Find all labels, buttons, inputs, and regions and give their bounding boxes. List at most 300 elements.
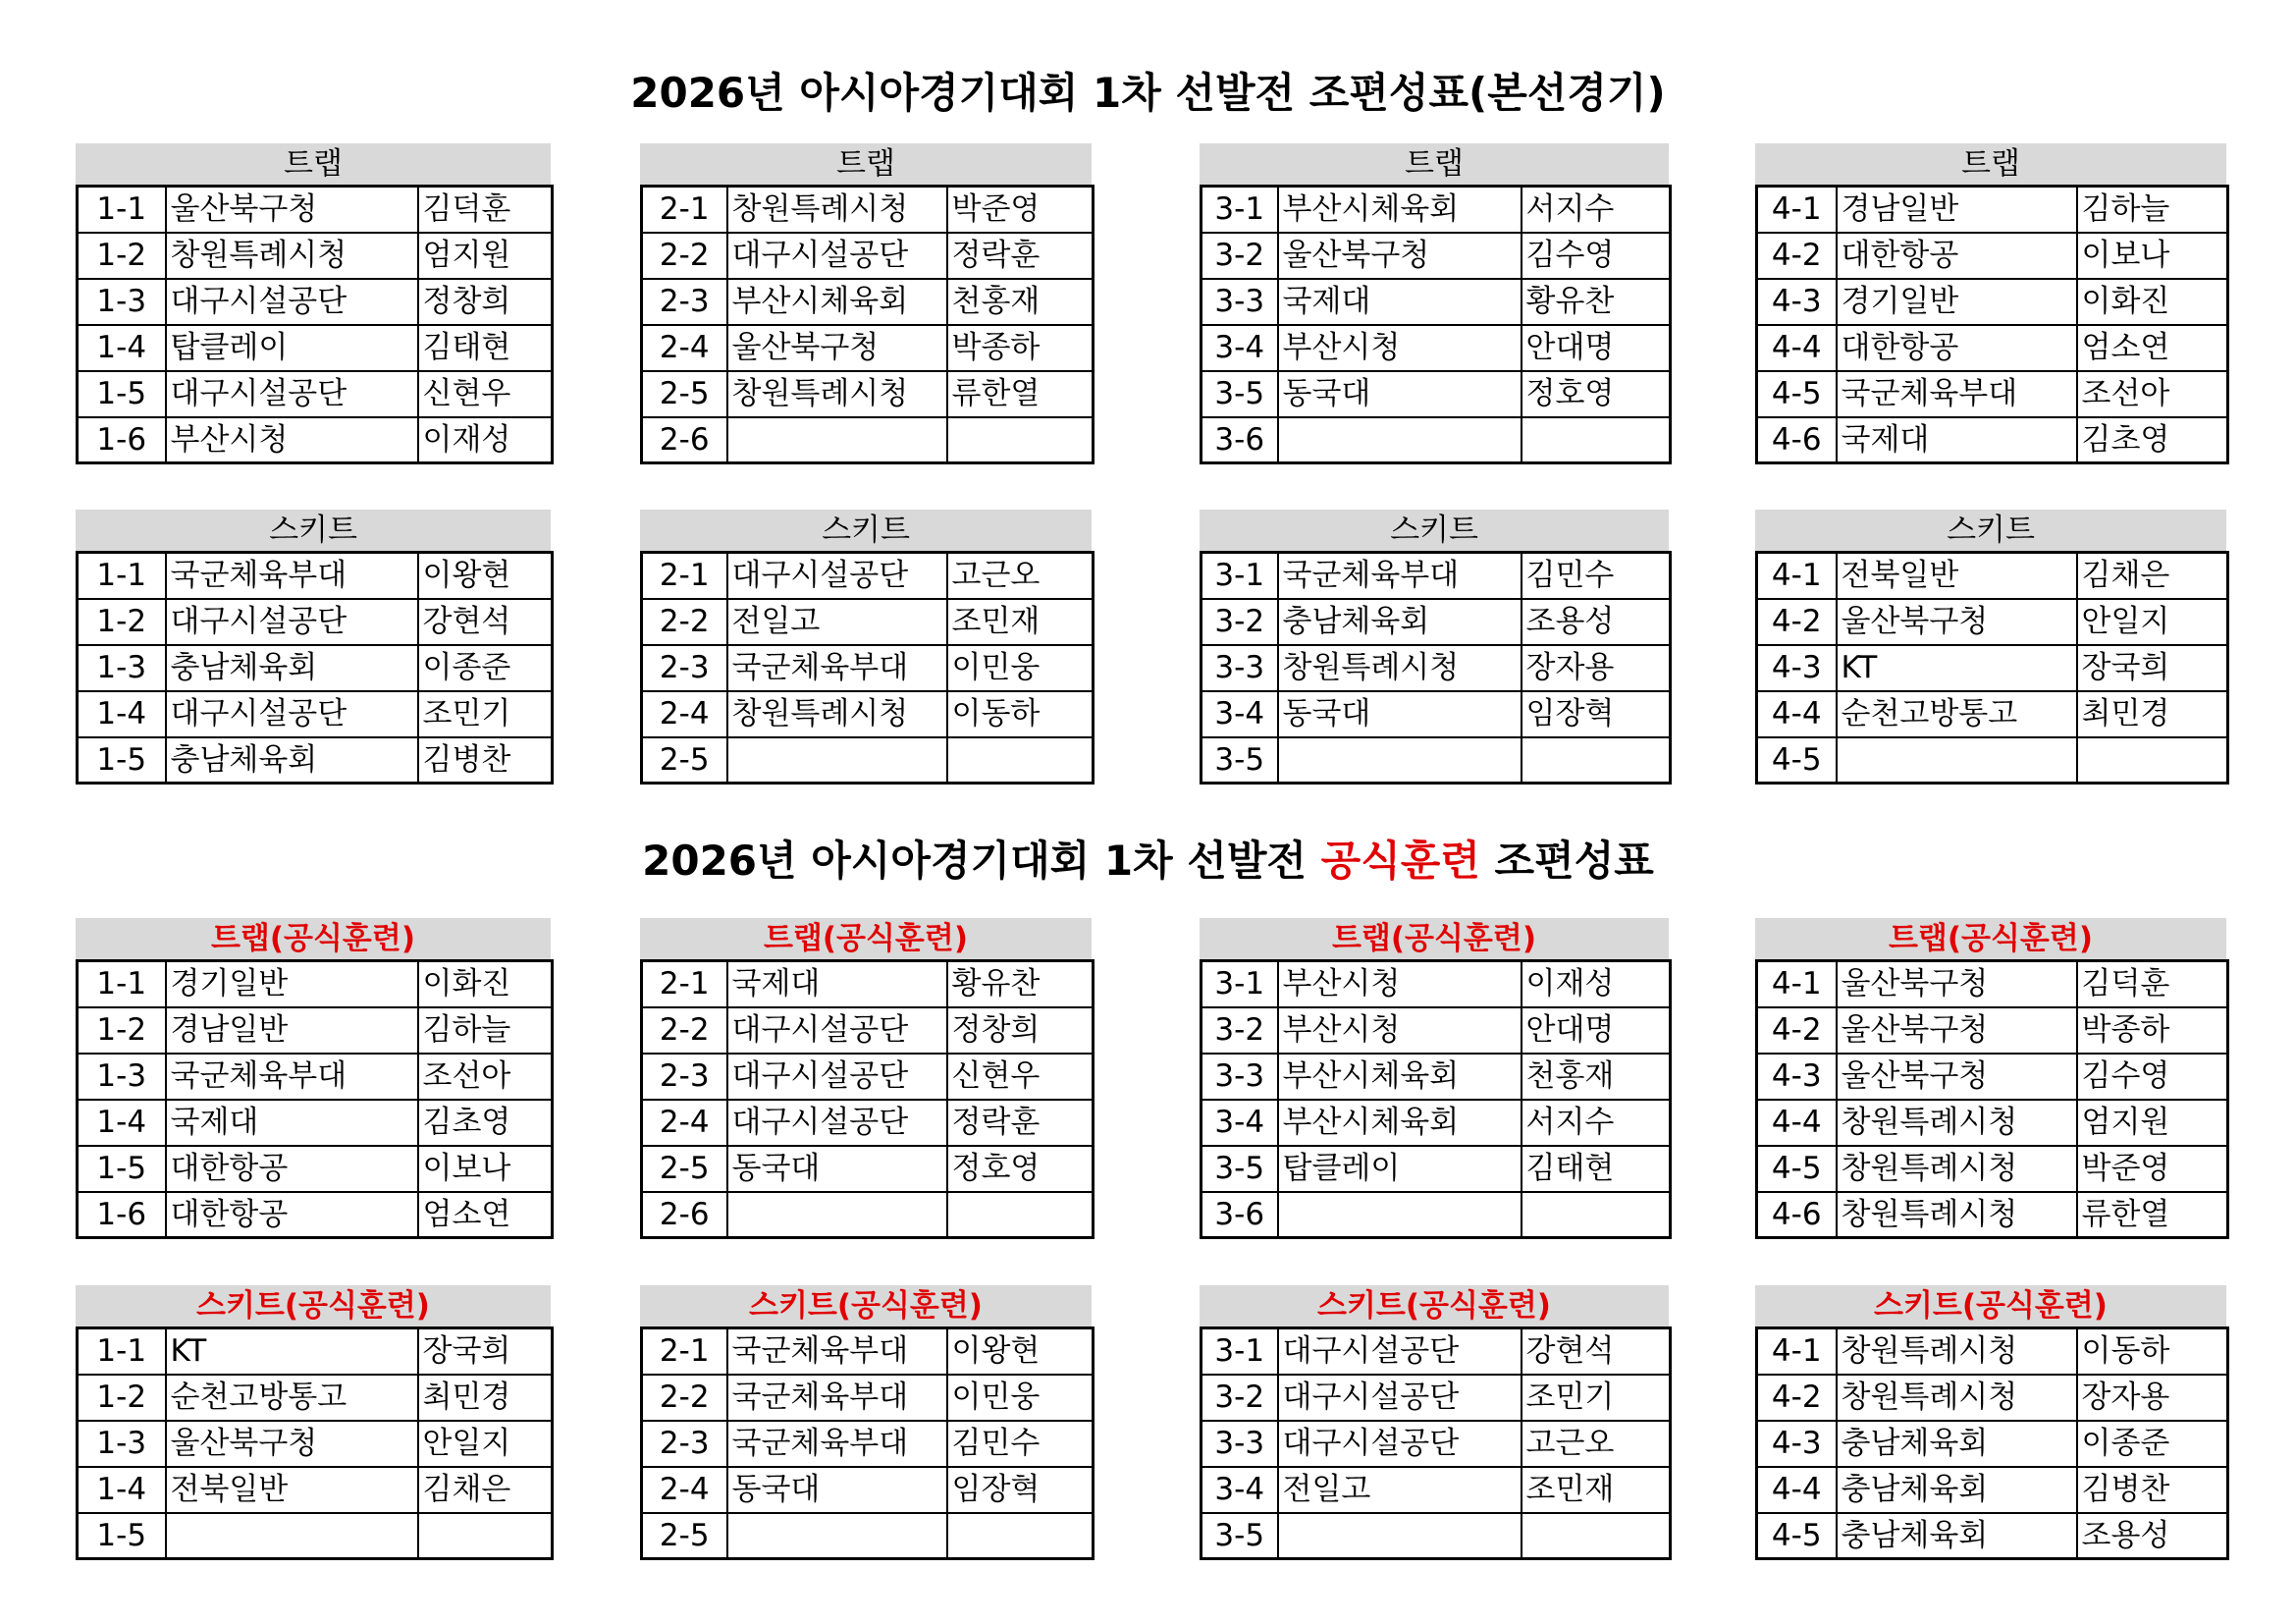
table-row (1757, 645, 2228, 691)
team-name: 국군체육부대 (727, 1328, 947, 1375)
group-table (1755, 959, 2229, 1239)
team-name: 부산시청 (166, 417, 418, 463)
squad-number: 3-3 (1201, 1054, 1278, 1100)
table-row (1201, 371, 1671, 417)
athlete-name: 고근오 (947, 553, 1094, 599)
table-row (1757, 1007, 2228, 1054)
training-skeet-group-1 (76, 1285, 551, 1560)
squad-number: 3-5 (1201, 737, 1278, 784)
squad-number: 2-2 (642, 1375, 727, 1421)
team-name: 충남체육회 (1837, 1513, 2077, 1559)
squad-number: 4-1 (1757, 187, 1837, 233)
athlete-name: 서지수 (1522, 1100, 1671, 1146)
squad-number: 1-6 (78, 417, 166, 463)
team-name: 국군체육부대 (166, 553, 418, 599)
athlete-name: 이종준 (2077, 1421, 2228, 1467)
squad-number: 3-5 (1201, 1513, 1278, 1559)
squad-number: 2-5 (642, 371, 727, 417)
table-row (78, 1421, 553, 1467)
squad-number: 1-2 (78, 1007, 166, 1054)
squad-number: 4-1 (1757, 961, 1837, 1007)
group-header: 트랩 (76, 143, 551, 185)
table-row (642, 1192, 1094, 1238)
squad-number: 4-6 (1757, 1192, 1837, 1238)
table-row (1757, 961, 2228, 1007)
team-name: 대구시설공단 (166, 599, 418, 645)
athlete-name: 정락훈 (947, 1100, 1094, 1146)
team-name: 전북일반 (166, 1467, 418, 1513)
training-trap-group-3 (1200, 918, 1669, 1239)
group-table (1200, 1326, 1672, 1560)
athlete-name: 김초영 (418, 1100, 553, 1146)
athlete-name: 임장혁 (947, 1467, 1094, 1513)
athlete-name: 김병찬 (418, 737, 553, 784)
group-table (1755, 551, 2229, 785)
athlete-name: 장자용 (1522, 645, 1671, 691)
team-name: 국군체육부대 (1278, 553, 1522, 599)
main-skeet-group-1 (76, 510, 551, 785)
table-row (642, 737, 1094, 784)
group-table (1755, 185, 2229, 464)
squad-number: 2-3 (642, 279, 727, 325)
squad-number: 1-4 (78, 325, 166, 371)
table-row (78, 1146, 553, 1192)
squad-number: 4-2 (1757, 1007, 1837, 1054)
table-row (1201, 233, 1671, 279)
table-row (1757, 1328, 2228, 1375)
group-table (640, 185, 1095, 464)
team-name: 순천고방통고 (166, 1375, 418, 1421)
table-row (642, 1375, 1094, 1421)
group-table (1200, 551, 1672, 785)
squad-number: 4-1 (1757, 553, 1837, 599)
team-name: 울산북구청 (1837, 961, 2077, 1007)
table-row (1201, 737, 1671, 784)
team-name: 창원특례시청 (1278, 645, 1522, 691)
squad-number: 1-3 (78, 645, 166, 691)
group-header: 스키트 (1755, 510, 2226, 551)
team-name: 국군체육부대 (727, 1421, 947, 1467)
group-header: 트랩(공식훈련) (1755, 918, 2226, 959)
squad-number: 2-4 (642, 1100, 727, 1146)
squad-number: 2-1 (642, 1328, 727, 1375)
athlete-name: 조민기 (418, 691, 553, 737)
team-name: 국제대 (727, 961, 947, 1007)
table-row (1757, 1054, 2228, 1100)
team-name: 창원특례시청 (1837, 1328, 2077, 1375)
table-row (1757, 691, 2228, 737)
athlete-name: 김태현 (1522, 1146, 1671, 1192)
training-skeet-group-2 (640, 1285, 1092, 1560)
team-name: 전일고 (727, 599, 947, 645)
athlete-name (418, 1513, 553, 1559)
table-row (642, 1421, 1094, 1467)
team-name: 탑클레이 (1278, 1146, 1522, 1192)
athlete-name: 박준영 (2077, 1146, 2228, 1192)
team-name: 국군체육부대 (727, 1375, 947, 1421)
squad-number: 4-3 (1757, 1421, 1837, 1467)
table-row (1201, 599, 1671, 645)
training-title (0, 832, 2296, 891)
athlete-name: 강현석 (1522, 1328, 1671, 1375)
athlete-name (1522, 1192, 1671, 1238)
athlete-name: 김태현 (418, 325, 553, 371)
table-row (78, 599, 553, 645)
table-row (1757, 279, 2228, 325)
squad-number: 3-2 (1201, 1375, 1278, 1421)
table-row (78, 1100, 553, 1146)
table-row (642, 233, 1094, 279)
team-name: 부산시청 (1278, 325, 1522, 371)
athlete-name: 이보나 (2077, 233, 2228, 279)
team-name: 대구시설공단 (727, 233, 947, 279)
group-table (76, 185, 554, 464)
team-name: 순천고방통고 (1837, 691, 2077, 737)
table-row (642, 599, 1094, 645)
squad-number: 3-2 (1201, 599, 1278, 645)
squad-number: 4-3 (1757, 645, 1837, 691)
table-row (78, 187, 553, 233)
athlete-name: 조용성 (2077, 1513, 2228, 1559)
athlete-name: 정호영 (1522, 371, 1671, 417)
athlete-name: 서지수 (1522, 187, 1671, 233)
table-row (642, 187, 1094, 233)
athlete-name: 안대명 (1522, 325, 1671, 371)
team-name: 울산북구청 (1837, 1054, 2077, 1100)
squad-number: 2-6 (642, 417, 727, 463)
squad-number: 1-1 (78, 553, 166, 599)
team-name: 부산시청 (1278, 1007, 1522, 1054)
squad-number: 2-6 (642, 1192, 727, 1238)
team-name: 대구시설공단 (1278, 1375, 1522, 1421)
athlete-name: 김수영 (2077, 1054, 2228, 1100)
athlete-name: 신현우 (947, 1054, 1094, 1100)
athlete-name: 이보나 (418, 1146, 553, 1192)
main-skeet-group-3 (1200, 510, 1669, 785)
athlete-name: 김수영 (1522, 233, 1671, 279)
squad-number: 2-1 (642, 961, 727, 1007)
athlete-name: 이종준 (418, 645, 553, 691)
athlete-name: 조민재 (1522, 1467, 1671, 1513)
team-name: 동국대 (1278, 371, 1522, 417)
athlete-name: 김덕훈 (418, 187, 553, 233)
table-row (1757, 233, 2228, 279)
table-row (642, 371, 1094, 417)
group-table (1200, 185, 1672, 464)
table-row (1201, 417, 1671, 463)
group-table (640, 551, 1095, 785)
athlete-name (947, 417, 1094, 463)
training-skeet-group-3 (1200, 1285, 1669, 1560)
squad-number: 2-5 (642, 1513, 727, 1559)
training-skeet-group-4 (1755, 1285, 2226, 1560)
athlete-name: 이왕현 (947, 1328, 1094, 1375)
athlete-name: 천홍재 (947, 279, 1094, 325)
team-name: 부산시체육회 (1278, 1054, 1522, 1100)
training-title-suffix: 조편성표 (1479, 837, 1654, 885)
squad-number: 3-5 (1201, 371, 1278, 417)
team-name: 대한항공 (1837, 325, 2077, 371)
squad-number: 2-2 (642, 599, 727, 645)
athlete-name: 이재성 (1522, 961, 1671, 1007)
table-row (1201, 645, 1671, 691)
table-row (1757, 1421, 2228, 1467)
squad-number: 1-3 (78, 1054, 166, 1100)
squad-number: 3-3 (1201, 645, 1278, 691)
team-name: 창원특례시청 (166, 233, 418, 279)
table-row (1201, 187, 1671, 233)
team-name: 대한항공 (1837, 233, 2077, 279)
athlete-name: 최민경 (418, 1375, 553, 1421)
team-name: 울산북구청 (1837, 1007, 2077, 1054)
table-row (1757, 325, 2228, 371)
squad-number: 3-6 (1201, 1192, 1278, 1238)
main-title: 2026년 아시아경기대회 1차 선발전 조편성표(본선경기) (630, 69, 1666, 117)
table-row (1757, 1192, 2228, 1238)
table-row (1201, 1421, 1671, 1467)
team-name: 대구시설공단 (727, 553, 947, 599)
group-table (76, 959, 554, 1239)
table-row (78, 279, 553, 325)
team-name: 대구시설공단 (166, 691, 418, 737)
squad-number: 2-2 (642, 1007, 727, 1054)
table-row (78, 233, 553, 279)
team-name: 국군체육부대 (727, 645, 947, 691)
table-row (78, 645, 553, 691)
table-row (1201, 1513, 1671, 1559)
team-name: 대구시설공단 (727, 1007, 947, 1054)
team-name: 국군체육부대 (1837, 371, 2077, 417)
table-row (78, 1513, 553, 1559)
squad-number: 4-4 (1757, 325, 1837, 371)
athlete-name: 김초영 (2077, 417, 2228, 463)
table-row (78, 1375, 553, 1421)
table-row (1201, 1146, 1671, 1192)
team-name: 충남체육회 (1837, 1467, 2077, 1513)
team-name: 동국대 (727, 1146, 947, 1192)
table-row (78, 553, 553, 599)
team-name (1837, 737, 2077, 784)
table-row (1201, 691, 1671, 737)
team-name: 국제대 (1837, 417, 2077, 463)
squad-number: 3-4 (1201, 1100, 1278, 1146)
athlete-name: 김채은 (418, 1467, 553, 1513)
table-row (78, 371, 553, 417)
main-skeet-group-2 (640, 510, 1092, 785)
athlete-name: 안일지 (418, 1421, 553, 1467)
squad-number: 4-3 (1757, 279, 1837, 325)
training-trap-group-4 (1755, 918, 2226, 1239)
table-row (642, 1146, 1094, 1192)
table-row (642, 325, 1094, 371)
group-header: 스키트(공식훈련) (1200, 1285, 1669, 1326)
team-name: 동국대 (727, 1467, 947, 1513)
athlete-name: 이민웅 (947, 645, 1094, 691)
squad-number: 2-4 (642, 691, 727, 737)
squad-number: 4-2 (1757, 233, 1837, 279)
athlete-name: 정창희 (418, 279, 553, 325)
table-row (1757, 737, 2228, 784)
athlete-name: 김하늘 (418, 1007, 553, 1054)
squad-number: 4-1 (1757, 1328, 1837, 1375)
team-name (727, 1192, 947, 1238)
table-row (642, 1328, 1094, 1375)
athlete-name: 박종하 (947, 325, 1094, 371)
table-row (1757, 1467, 2228, 1513)
squad-number: 1-1 (78, 961, 166, 1007)
squad-number: 2-5 (642, 737, 727, 784)
team-name (1278, 737, 1522, 784)
squad-number: 1-2 (78, 599, 166, 645)
group-header: 트랩 (1755, 143, 2226, 185)
athlete-name (947, 737, 1094, 784)
squad-number: 3-3 (1201, 1421, 1278, 1467)
athlete-name: 김민수 (1522, 553, 1671, 599)
main-trap-group-1 (76, 143, 551, 464)
table-row (78, 1467, 553, 1513)
athlete-name: 조민재 (947, 599, 1094, 645)
main-trap-group-4 (1755, 143, 2226, 464)
athlete-name (947, 1513, 1094, 1559)
team-name: 대한항공 (166, 1146, 418, 1192)
squad-number: 2-1 (642, 187, 727, 233)
squad-number: 2-3 (642, 1054, 727, 1100)
team-name: KT (1837, 645, 2077, 691)
squad-number: 4-5 (1757, 737, 1837, 784)
athlete-name: 정락훈 (947, 233, 1094, 279)
team-name: 전일고 (1278, 1467, 1522, 1513)
group-table (640, 959, 1095, 1239)
team-name: 충남체육회 (166, 645, 418, 691)
team-name: 창원특례시청 (1837, 1100, 2077, 1146)
squad-number: 1-5 (78, 1146, 166, 1192)
squad-number: 1-2 (78, 233, 166, 279)
table-row (1201, 1375, 1671, 1421)
athlete-name: 이동하 (2077, 1328, 2228, 1375)
team-name: 전북일반 (1837, 553, 2077, 599)
table-row (1757, 417, 2228, 463)
team-name (1278, 417, 1522, 463)
table-row (642, 645, 1094, 691)
athlete-name (1522, 1513, 1671, 1559)
athlete-name: 박종하 (2077, 1007, 2228, 1054)
squad-number: 1-5 (78, 1513, 166, 1559)
squad-number: 4-2 (1757, 599, 1837, 645)
squad-number: 1-4 (78, 691, 166, 737)
athlete-name: 김민수 (947, 1421, 1094, 1467)
athlete-name: 류한열 (947, 371, 1094, 417)
athlete-name: 조용성 (1522, 599, 1671, 645)
squad-number: 2-3 (642, 645, 727, 691)
athlete-name: 안대명 (1522, 1007, 1671, 1054)
main-trap-group-2 (640, 143, 1092, 464)
athlete-name (2077, 737, 2228, 784)
group-header: 스키트 (76, 510, 551, 551)
team-name: 부산시체육회 (727, 279, 947, 325)
squad-number: 3-4 (1201, 1467, 1278, 1513)
squad-number: 2-4 (642, 1467, 727, 1513)
table-row (642, 1054, 1094, 1100)
squad-number: 3-3 (1201, 279, 1278, 325)
team-name (727, 417, 947, 463)
squad-number: 1-4 (78, 1100, 166, 1146)
table-row (1757, 187, 2228, 233)
athlete-name: 김하늘 (2077, 187, 2228, 233)
squad-number: 1-6 (78, 1192, 166, 1238)
main-skeet-group-4 (1755, 510, 2226, 785)
athlete-name: 조민기 (1522, 1375, 1671, 1421)
table-row (78, 1328, 553, 1375)
table-row (1757, 1100, 2228, 1146)
team-name: 국제대 (1278, 279, 1522, 325)
table-row (1201, 279, 1671, 325)
squad-number: 3-4 (1201, 325, 1278, 371)
training-trap-group-1 (76, 918, 551, 1239)
athlete-name: 신현우 (418, 371, 553, 417)
table-row (1201, 1054, 1671, 1100)
group-header: 트랩(공식훈련) (76, 918, 551, 959)
athlete-name: 김병찬 (2077, 1467, 2228, 1513)
table-row (1201, 1467, 1671, 1513)
squad-number: 1-5 (78, 737, 166, 784)
athlete-name: 이재성 (418, 417, 553, 463)
squad-number: 1-5 (78, 371, 166, 417)
team-name: 부산시체육회 (1278, 1100, 1522, 1146)
group-table (1200, 959, 1672, 1239)
table-row (642, 279, 1094, 325)
squad-number: 3-2 (1201, 233, 1278, 279)
squad-number: 3-1 (1201, 961, 1278, 1007)
athlete-name: 장자용 (2077, 1375, 2228, 1421)
table-row (1201, 1007, 1671, 1054)
team-name (1278, 1192, 1522, 1238)
team-name: 경기일반 (166, 961, 418, 1007)
squad-number: 4-4 (1757, 1100, 1837, 1146)
athlete-name: 박준영 (947, 187, 1094, 233)
athlete-name: 황유찬 (947, 961, 1094, 1007)
athlete-name: 이화진 (418, 961, 553, 1007)
team-name: 경남일반 (1837, 187, 2077, 233)
table-row (78, 325, 553, 371)
table-row (642, 691, 1094, 737)
athlete-name: 류한열 (2077, 1192, 2228, 1238)
squad-number: 3-4 (1201, 691, 1278, 737)
athlete-name (947, 1192, 1094, 1238)
table-row (1757, 371, 2228, 417)
group-table (76, 551, 554, 785)
table-row (78, 1007, 553, 1054)
team-name: 충남체육회 (1837, 1421, 2077, 1467)
table-row (78, 691, 553, 737)
table-row (1201, 1328, 1671, 1375)
group-table (76, 1326, 554, 1560)
table-row (642, 1513, 1094, 1559)
group-header: 스키트(공식훈련) (76, 1285, 551, 1326)
team-name: 동국대 (1278, 691, 1522, 737)
athlete-name: 이왕현 (418, 553, 553, 599)
team-name: 창원특례시청 (727, 187, 947, 233)
group-header: 스키트 (1200, 510, 1669, 551)
team-name: 경기일반 (1837, 279, 2077, 325)
table-row (1757, 1146, 2228, 1192)
squad-number: 3-2 (1201, 1007, 1278, 1054)
training-title-highlight: 공식훈련 (1320, 837, 1480, 885)
team-name: 창원특례시청 (1837, 1146, 2077, 1192)
table-row (1201, 325, 1671, 371)
squad-number: 2-2 (642, 233, 727, 279)
team-name: 울산북구청 (166, 187, 418, 233)
athlete-name: 황유찬 (1522, 279, 1671, 325)
